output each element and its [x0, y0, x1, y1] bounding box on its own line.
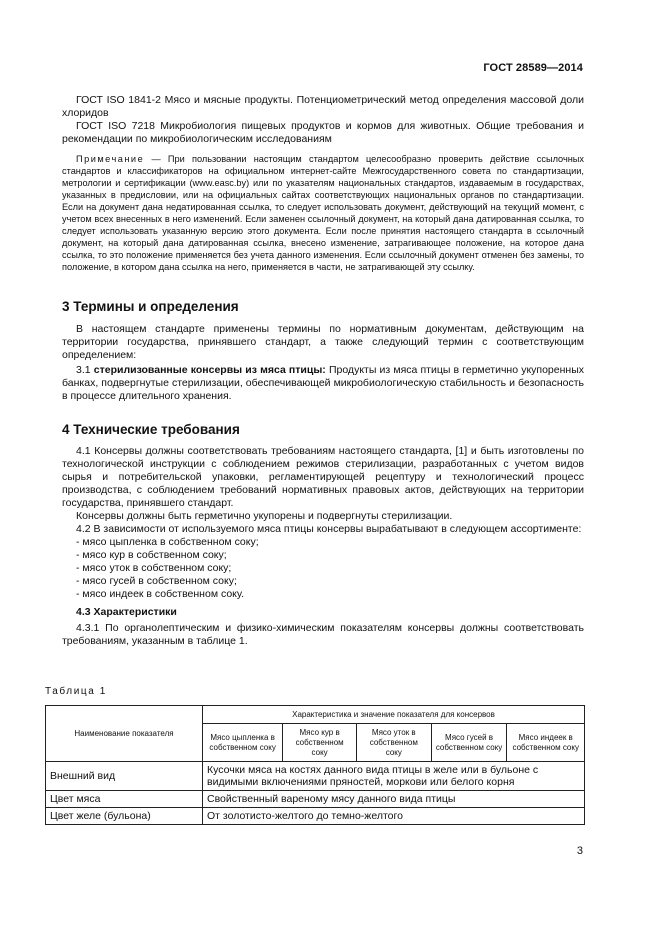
- column-header: Мясо гусей в собственном соку: [431, 724, 507, 762]
- column-header: Мясо индеек в собственном соку: [507, 724, 585, 762]
- term-definition: [62, 364, 584, 403]
- row-value: Кусочки мяса на костях данного вида птицы в желе или в бульоне с видимыми включениями пряностей, моркови или белого корня: [203, 762, 585, 791]
- column-group-header: Характеристика и значение показателя для консервов: [203, 706, 585, 724]
- subsection-title: 4.3 Характеристики: [76, 606, 177, 618]
- term-number: 3.1: [76, 364, 94, 376]
- references-block: [62, 94, 584, 146]
- column-header: Мясо уток в собственном соку: [356, 724, 431, 762]
- section-4-body: [62, 445, 584, 648]
- row-value: От золотисто-желтого до темно-желтого: [203, 808, 585, 825]
- section-4-title: 4 Технические требования: [62, 422, 240, 437]
- standard-code: ГОСТ 28589—2014: [483, 62, 583, 74]
- row-name: Цвет желе (бульона): [46, 808, 203, 825]
- section-3-intro: В настоящем стандарте применены термины по нормативным документам, действующим на территории государства, принявшего стандарт, а также следующий термин с соответствующим определением:: [62, 323, 584, 361]
- section-4-p1: 4.1 Консервы должны соответствовать требованиям настоящего стандарта, [1] и быть изготовлены по технологической инструкции с соблюдением режимов стерилизации, разработанных с учетом видов сырья и потребительской упаковки, регламентирующей рецептуру и технологический процесс производства, с соблюдением требований нормативных правовых актов, действующих на территории государства, принявшего стандарт.: [62, 445, 584, 509]
- row-name: Цвет мяса: [46, 791, 203, 808]
- table-row: [46, 808, 585, 825]
- row-name: Внешний вид: [46, 762, 203, 791]
- section-4-p4: 4.3.1 По органолептическим и физико-химическим показателям консервы должны соответствовать требованиям, указанным в таблице 1.: [62, 622, 584, 647]
- section-4-p3: 4.2 В зависимости от используемого мяса птицы консервы вырабатывают в следующем ассортименте:: [76, 523, 582, 535]
- page-number: 3: [576, 845, 583, 857]
- term-definition-text: Продукты из мяса птицы в герметично укупоренных банках, подвергнутые стерилизации, обеспечивающей микробиологическую стабильность и безопасность в процессе длительного хранения.: [62, 364, 585, 402]
- note-text: — При пользовании настоящим стандартом целесообразно проверить действие ссылочных стандартов и классификаторов на официальном интернет-сайте Межгосударственного совета по стандартизации, метрологии и сертификации (www.easc.by) или по указателям национальных стандартов, издаваемым в государствах, указанных в предисловии, или на официальных сайтах соответствующих национальных органов по стандартизации. Если на документ дана недатированная ссылка, то следует использовать документ, действующий на текущий момент, с учетом всех внесенных в него изменений. Если заменен ссылочный документ, на который дана датированная ссылка, то следует использовать указанную версию этого документа. Если после принятия настоящего стандарта в ссылочный документ, на который дана датированная ссылка, внесено изменение, затрагивающее положение, на которое дана ссылка, то это положение применяется без учета данного изменения. Если ссылочный документ отменен без замены, то положение, в котором дана ссылка на него, применяется в части, не затрагивающей эту ссылку.: [62, 154, 584, 272]
- section-3-body: [62, 323, 584, 403]
- table-1: [45, 705, 585, 825]
- section-4: [62, 423, 584, 436]
- term-name: стерилизованные консервы из мяса птицы:: [93, 364, 326, 376]
- list-item: - мясо индеек в собственном соку.: [76, 588, 244, 600]
- section-3: [62, 300, 584, 313]
- column-header: Мясо цыпленка в собственном соку: [203, 724, 283, 762]
- column-header-param: Наименование показателя: [46, 706, 203, 762]
- note-label: Примечание: [76, 154, 145, 164]
- column-header: Мясо кур в собственном соку: [283, 724, 357, 762]
- list-item: - мясо уток в собственном соку;: [76, 562, 232, 574]
- note-block: [62, 153, 584, 273]
- section-4-p2: Консервы должны быть герметично укупорены и подвергнуты стерилизации.: [76, 510, 453, 522]
- row-value: Свойственный вареному мясу данного вида птицы: [203, 791, 585, 808]
- table-row: [46, 791, 585, 808]
- section-3-title: 3 Термины и определения: [62, 299, 239, 314]
- list-item: - мясо кур в собственном соку;: [76, 549, 227, 561]
- list-item: - мясо цыпленка в собственном соку;: [76, 536, 259, 548]
- table-caption: Таблица 1: [45, 686, 107, 697]
- reference-item: ГОСТ ISO 7218 Микробиология пищевых продуктов и кормов для животных. Общие требования и рекомендации по микробиологическим исследованиям: [62, 120, 584, 145]
- reference-item: ГОСТ ISO 1841-2 Мясо и мясные продукты. Потенциометрический метод определения массовой доли хлоридов: [62, 94, 584, 119]
- list-item: - мясо гусей в собственном соку;: [76, 575, 237, 587]
- table-row: [46, 762, 585, 791]
